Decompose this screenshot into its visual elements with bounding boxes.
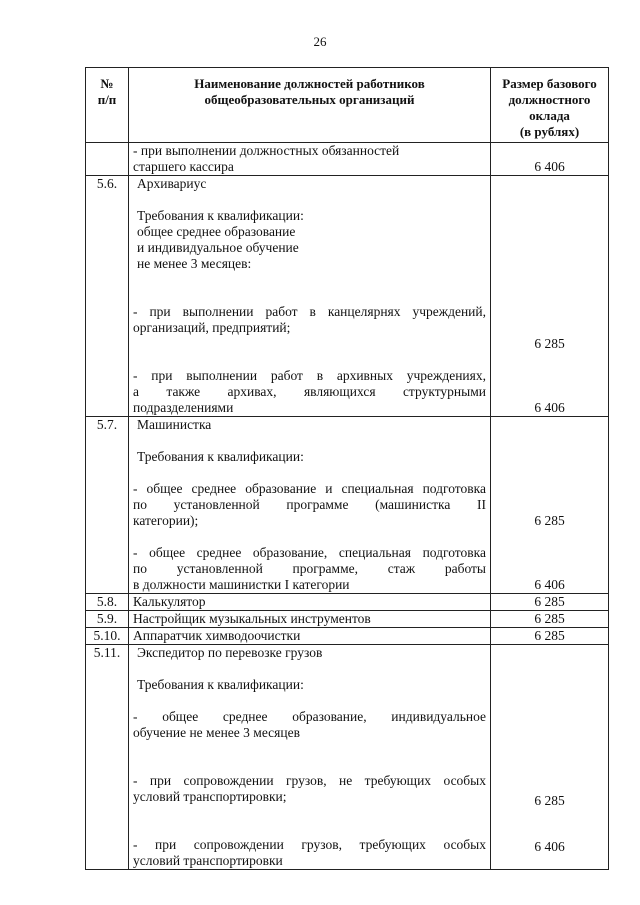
position-title: Машинистка (137, 417, 212, 432)
header-salary (491, 68, 609, 143)
row-number: 5.10. (86, 628, 129, 645)
text-line: - общее среднее образование, индивидуальное (133, 709, 486, 724)
text-line: обучение не менее 3 месяцев (133, 725, 300, 740)
salary-value: 6 285 (534, 793, 565, 808)
row-salary: 6 285 (491, 611, 609, 628)
text-line: - при сопровождении грузов, требующих особых (133, 837, 486, 852)
text-line: - общее среднее образование и специальная подготовка (133, 481, 486, 496)
salary-value: 6 406 (534, 400, 565, 415)
row-description: Настройщик музыкальных инструментов (129, 611, 491, 628)
text-line: общее среднее образование (137, 224, 296, 239)
row-number: 5.6. (86, 176, 129, 417)
header-text: общеобразовательных организаций (204, 92, 415, 107)
row-description (129, 417, 491, 594)
header-text: оклада (529, 108, 570, 123)
table-row (86, 594, 609, 611)
text-line: - при выполнении работ в канцелярнях учреждений, (133, 304, 486, 319)
row-description (129, 176, 491, 417)
row-number (86, 143, 129, 176)
header-text: п/п (97, 92, 117, 107)
row-salary (491, 176, 609, 417)
text-line: а также архивах, являющихся структурными (133, 384, 486, 399)
text-line: не менее 3 месяцев: (137, 256, 252, 271)
header-text: (в рублях) (519, 124, 580, 139)
requirements-heading: Требования к квалификации: (137, 677, 304, 692)
header-text: должностного (508, 92, 591, 107)
row-description: Аппаратчик химводоочистки (129, 628, 491, 645)
text-line: - при выполнении работ в архивных учреждениях, (133, 368, 486, 383)
salary-value: 6 406 (534, 839, 565, 854)
text-line: - общее среднее образование, специальная подготовка (133, 545, 486, 560)
table-row (86, 417, 609, 594)
header-text: Размер базового (502, 76, 597, 91)
row-number: 5.8. (86, 594, 129, 611)
text-line: по установленной программе (машинистка II (133, 497, 486, 512)
requirements-heading: Требования к квалификации: (137, 449, 304, 464)
requirements-heading: Требования к квалификации: (137, 208, 304, 223)
table-row (86, 628, 609, 645)
table-row (86, 143, 609, 176)
row-description: Калькулятор (129, 594, 491, 611)
text-line: организаций, предприятий; (133, 320, 291, 335)
text-line: - при выполнении должностных обязанностей (133, 143, 400, 158)
table-row (86, 645, 609, 870)
row-description (129, 143, 491, 176)
row-salary (491, 645, 609, 870)
row-salary (491, 417, 609, 594)
row-salary: 6 406 (491, 143, 609, 176)
table-row (86, 611, 609, 628)
text-line: старшего кассира (133, 159, 234, 174)
text-line: в должности машинистки I категории (133, 577, 350, 592)
table-row (86, 176, 609, 417)
text-line: - при сопровождении грузов, не требующих особых (133, 773, 486, 788)
header-number (86, 68, 129, 143)
salary-value: 6 285 (534, 336, 565, 351)
salary-value: 6 285 (534, 513, 565, 528)
header-text: Наименование должностей работников (194, 76, 425, 91)
row-number: 5.9. (86, 611, 129, 628)
row-salary: 6 285 (491, 594, 609, 611)
page-number: 26 (313, 34, 327, 49)
row-salary: 6 285 (491, 628, 609, 645)
salary-table (85, 67, 609, 870)
header-text: № (100, 76, 114, 91)
text-line: условий транспортировки; (133, 789, 287, 804)
text-line: категории); (133, 513, 199, 528)
row-number: 5.7. (86, 417, 129, 594)
row-number: 5.11. (86, 645, 129, 870)
text-line: подразделениями (133, 400, 234, 415)
position-title: Архивариус (137, 176, 207, 191)
table-header-row (86, 68, 609, 143)
text-line: по установленной программе, стаж работы (133, 561, 486, 576)
position-title: Экспедитор по перевозке грузов (137, 645, 323, 660)
text-line: и индивидуальное обучение (137, 240, 299, 255)
salary-value: 6 406 (534, 577, 565, 592)
header-position (129, 68, 491, 143)
row-description (129, 645, 491, 870)
text-line: условий транспортировки (133, 853, 283, 868)
